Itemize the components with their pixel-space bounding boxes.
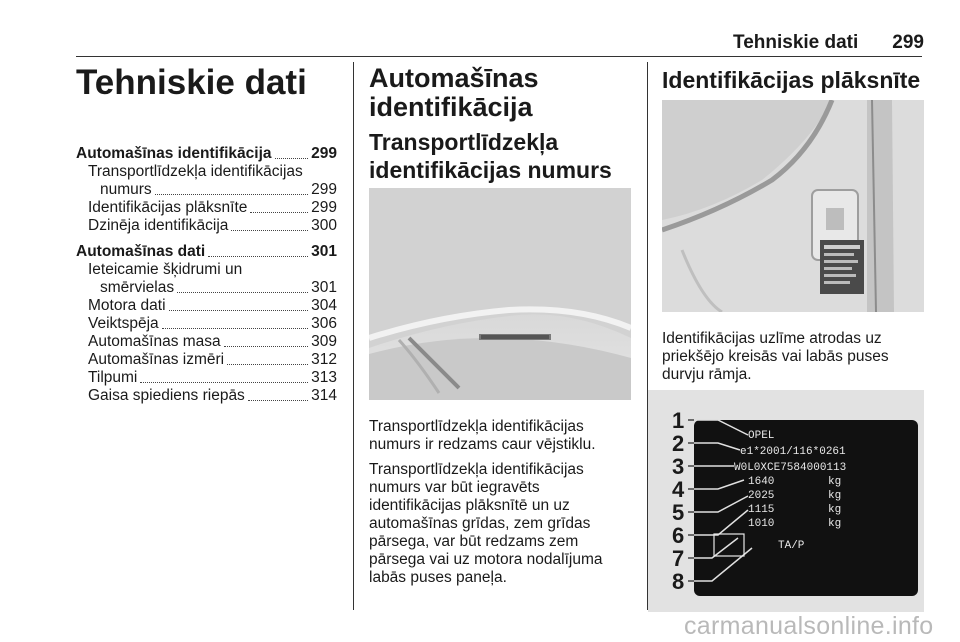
identification-label-diagram — [648, 390, 924, 612]
toc-entry[interactable]: Motora dati 304 — [88, 297, 337, 314]
toc-entry[interactable]: Dzinēja identifikācija 300 — [88, 217, 337, 234]
paragraph: Transportlīdzekļa identifikācijas numurs ir redzams caur vējstiklu. — [369, 418, 596, 453]
plate-vin: W0L0XCE7584000113 — [734, 462, 847, 474]
label-diagram-svg — [648, 390, 924, 612]
header-rule — [76, 56, 922, 57]
toc-entry[interactable]: Automašīnas identifikācija 299 — [76, 145, 337, 162]
toc-entry[interactable]: Transportlīdzekļa identifikācijas numurs 299 — [88, 163, 337, 198]
table-of-contents — [76, 145, 337, 405]
plate-unit: kg — [828, 476, 842, 488]
plate-weight-3: 1115 — [748, 504, 775, 516]
plate-brand: OPEL — [748, 430, 775, 442]
callout-number: 5 — [672, 500, 685, 525]
plate-unit: kg — [828, 504, 842, 516]
plate-weight-1: 1640 — [748, 476, 775, 488]
toc-entry[interactable]: Automašīnas izmēri 312 — [88, 351, 337, 368]
plate-unit: kg — [828, 518, 842, 530]
door-frame-illustration — [662, 100, 924, 312]
plate-unit: kg — [828, 490, 842, 502]
plate-bottom: TA/P — [778, 540, 805, 552]
plate-approval: e1*2001/116*0261 — [740, 446, 846, 458]
toc-entry[interactable]: Veiktspēja 306 — [88, 315, 337, 332]
header-section: Tehniskie dati — [733, 32, 859, 53]
callout-number: 6 — [672, 523, 685, 548]
callout-number: 2 — [672, 431, 685, 456]
vin-description — [369, 418, 639, 594]
toc-entry[interactable]: Gaisa spiediens riepās 314 — [88, 387, 337, 404]
callout-number: 7 — [672, 546, 685, 571]
door-frame-photo — [662, 100, 924, 312]
toc-entry[interactable]: Identifikācijas plāksnīte 299 — [88, 199, 337, 216]
callout-number: 1 — [672, 408, 685, 433]
subsection-title: Identifikācijas plāksnīte — [662, 67, 921, 93]
subsection-title: Transportlīdzekļa identifikācijas numurs — [369, 129, 612, 183]
plate-description — [662, 330, 932, 391]
section-title: Automašīnas identifikācija — [369, 63, 539, 122]
chapter-title: Tehniskie dati — [76, 63, 307, 102]
windshield-vin-illustration — [369, 188, 631, 400]
plate-weight-4: 1010 — [748, 518, 775, 530]
toc-entry[interactable]: Tilpumi 313 — [88, 369, 337, 386]
paragraph: Identifikācijas uzlīme atrodas uz priekšējo kreisās vai labās puses durvju rāmja. — [662, 330, 889, 383]
windshield-vin-photo — [369, 188, 631, 400]
toc-entry[interactable]: Automašīnas dati 301 — [76, 243, 337, 260]
page-number: 299 — [892, 32, 924, 53]
toc-entry[interactable]: Ieteicamie šķidrumi un smērvielas 301 — [88, 261, 337, 296]
paragraph: Transportlīdzekļa identifikācijas numurs var būt iegravēts identifikācijas plāksnītē un uz automašīnas grīdas, zem grīdas pārsega, var būt redzams zem pārsega vai uz motora nodalījuma labās puses paneļa. — [369, 461, 603, 586]
toc-entry[interactable]: Automašīnas masa 309 — [88, 333, 337, 350]
column-rule-1 — [353, 62, 354, 610]
plate-weight-2: 2025 — [748, 490, 775, 502]
callout-number: 8 — [672, 569, 685, 594]
watermark: carmanualsonline.info — [684, 612, 934, 640]
running-header — [733, 32, 924, 54]
callout-number: 4 — [672, 477, 685, 502]
callout-number: 3 — [672, 454, 685, 479]
